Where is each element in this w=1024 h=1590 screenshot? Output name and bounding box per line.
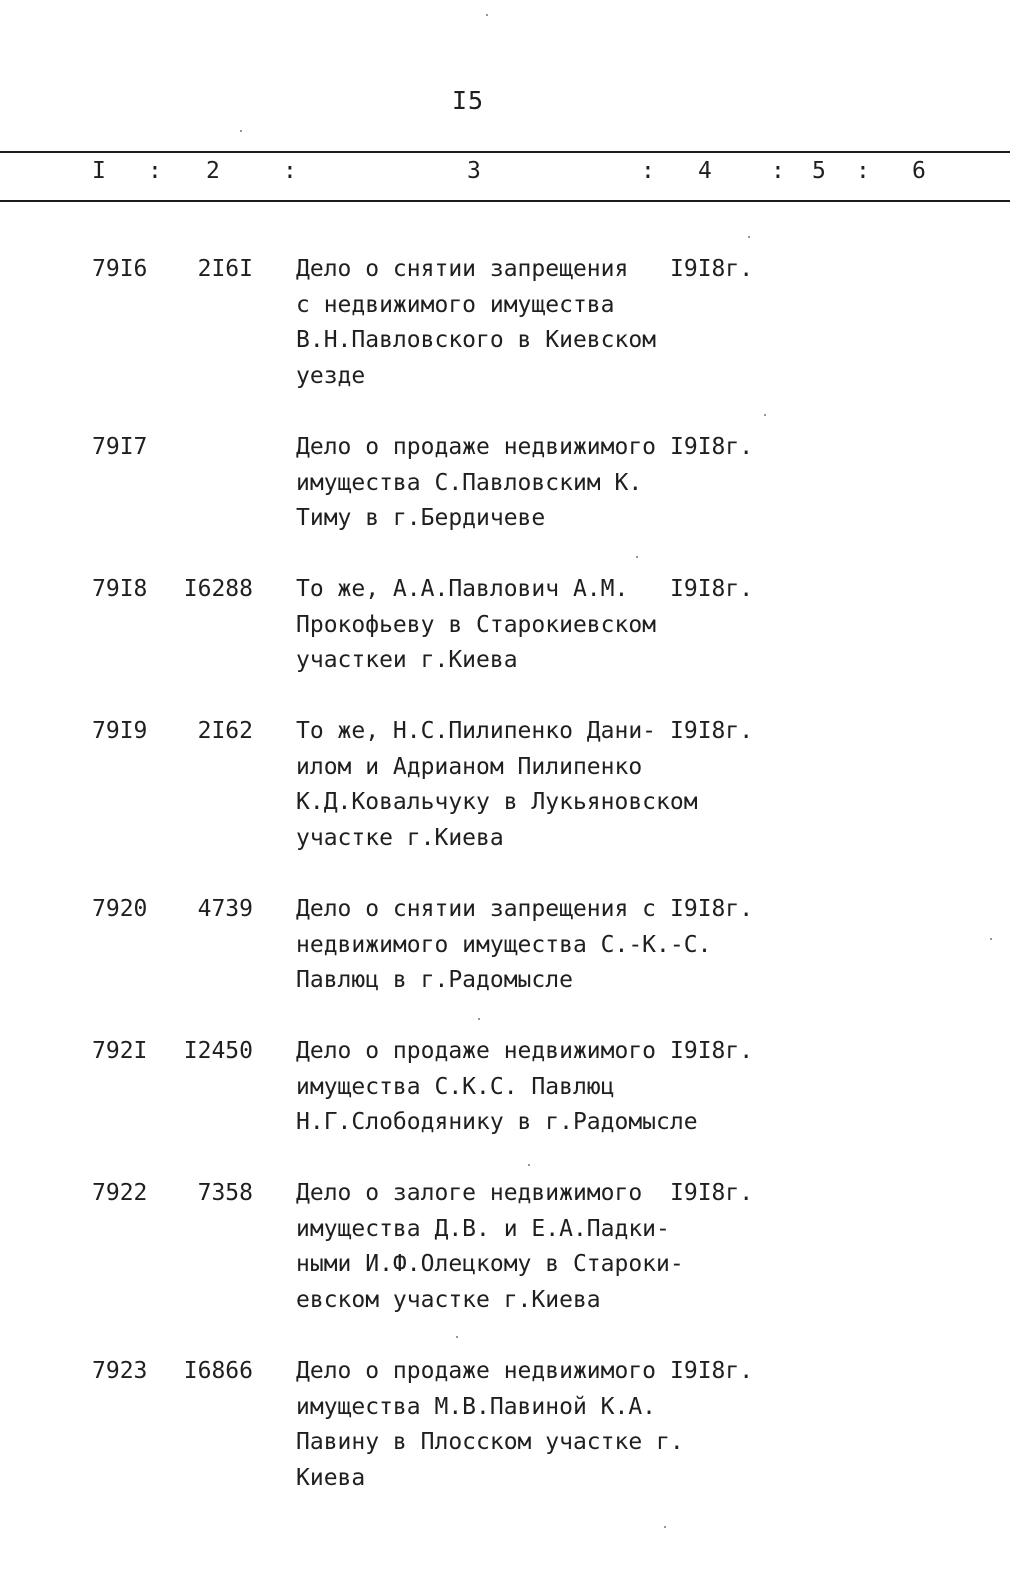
item-title — [296, 572, 656, 679]
item-number: 7920 — [92, 896, 148, 922]
inventory-row — [0, 430, 1024, 572]
title-line: имущества С.К.С. Павлюц — [296, 1073, 615, 1100]
title-line: То же, А.А.Павлович А.М. — [296, 576, 629, 602]
header-separator: : — [148, 158, 162, 184]
item-number: 7922 — [92, 1180, 148, 1206]
title-line: Павлюц в г.Радомысле — [296, 967, 573, 993]
item-code: I2450 — [183, 1038, 253, 1064]
item-code: I6288 — [183, 576, 253, 602]
title-line: Дело о снятии запрещения с — [296, 896, 657, 922]
title-line: евском участке г.Киева — [296, 1286, 601, 1313]
item-year: I9I8г. — [670, 434, 754, 460]
inventory-list — [0, 252, 1024, 1504]
item-code: 2I62 — [197, 718, 253, 744]
scan-speck — [664, 1526, 666, 1528]
scan-speck — [748, 236, 750, 238]
header-top-rule — [0, 151, 1010, 153]
item-number: 79I6 — [92, 256, 148, 282]
item-title — [296, 430, 656, 537]
inventory-row — [0, 714, 1024, 892]
title-line: имущества Д.В. и Е.А.Падки- — [296, 1215, 670, 1242]
item-title — [296, 892, 711, 999]
title-line: Дело о продаже недвижимого — [296, 1358, 657, 1384]
title-line: Павину в Плосском участке г. — [296, 1429, 684, 1455]
item-year: I9I8г. — [670, 896, 754, 922]
title-line: То же, Н.С.Пилипенко Дани- — [296, 718, 657, 744]
scan-speck — [528, 1164, 530, 1166]
item-title — [296, 1176, 684, 1318]
item-code: 4739 — [197, 896, 253, 922]
item-number: 7923 — [92, 1358, 148, 1384]
title-line: ными И.Ф.Олецкому в Староки- — [296, 1251, 684, 1277]
item-number: 792I — [92, 1038, 148, 1064]
scan-speck — [990, 938, 992, 940]
item-title — [296, 1034, 698, 1141]
inventory-row — [0, 1034, 1024, 1176]
title-line: К.Д.Ковальчуку в Лукьяновском — [296, 789, 698, 815]
inventory-row — [0, 1176, 1024, 1354]
item-year: I9I8г. — [670, 256, 754, 282]
title-line: Прокофьеву в Старокиевском — [296, 611, 657, 638]
title-line: илом и Адрианом Пилипенко — [296, 753, 643, 780]
title-line: Н.Г.Слободянику в г.Радомысле — [296, 1109, 698, 1135]
title-line: Тиму в г.Бердичеве — [296, 505, 546, 531]
item-code: 7358 — [197, 1180, 253, 1206]
title-line: с недвижимого имущества — [296, 291, 615, 318]
inventory-row — [0, 572, 1024, 714]
scan-speck — [478, 1018, 480, 1020]
title-line: Дело о залоге недвижимого — [296, 1180, 643, 1206]
scan-speck — [764, 414, 766, 416]
header-separator: : — [771, 158, 785, 184]
header-col-3: 3 — [467, 158, 481, 184]
header-col-6: 6 — [912, 158, 926, 184]
title-line: Киева — [296, 1464, 366, 1491]
title-line: В.Н.Павловского в Киевском — [296, 327, 657, 353]
page-number: I5 — [452, 86, 485, 115]
header-col-1: I — [92, 158, 106, 184]
scan-speck — [486, 14, 488, 16]
item-year: I9I8г. — [670, 576, 754, 602]
item-code: I6866 — [183, 1358, 253, 1384]
header-col-2: 2 — [206, 158, 220, 184]
title-line: Дело о снятии запрещения — [296, 256, 629, 282]
item-title — [296, 252, 656, 394]
header-col-5: 5 — [812, 158, 826, 184]
title-line: Дело о продаже недвижимого — [296, 1038, 657, 1064]
title-line: уезде — [296, 362, 366, 389]
scan-speck — [240, 130, 242, 132]
item-year: I9I8г. — [670, 718, 754, 744]
item-title — [296, 1354, 684, 1496]
title-line: участке г.Киева — [296, 824, 504, 851]
scan-speck — [456, 1336, 458, 1338]
inventory-row — [0, 892, 1024, 1034]
item-code: 2I6I — [197, 256, 253, 282]
item-number: 79I7 — [92, 434, 148, 460]
item-number: 79I8 — [92, 576, 148, 602]
header-col-4: 4 — [698, 158, 712, 184]
header-separator: : — [856, 158, 870, 184]
inventory-row — [0, 252, 1024, 430]
title-line: имущества С.Павловским К. — [296, 469, 643, 496]
item-year: I9I8г. — [670, 1180, 754, 1206]
header-bottom-rule — [0, 200, 1010, 202]
title-line: участкеи г.Киева — [296, 647, 518, 673]
header-separator: : — [283, 158, 297, 184]
scan-speck — [636, 556, 638, 558]
item-year: I9I8г. — [670, 1358, 754, 1384]
header-separator: : — [641, 158, 655, 184]
item-year: I9I8г. — [670, 1038, 754, 1064]
inventory-row — [0, 1354, 1024, 1504]
title-line: недвижимого имущества С.-К.-С. — [296, 931, 712, 958]
title-line: Дело о продаже недвижимого — [296, 434, 657, 460]
item-number: 79I9 — [92, 718, 148, 744]
item-title — [296, 714, 698, 856]
title-line: имущества М.В.Павиной К.А. — [296, 1393, 657, 1420]
